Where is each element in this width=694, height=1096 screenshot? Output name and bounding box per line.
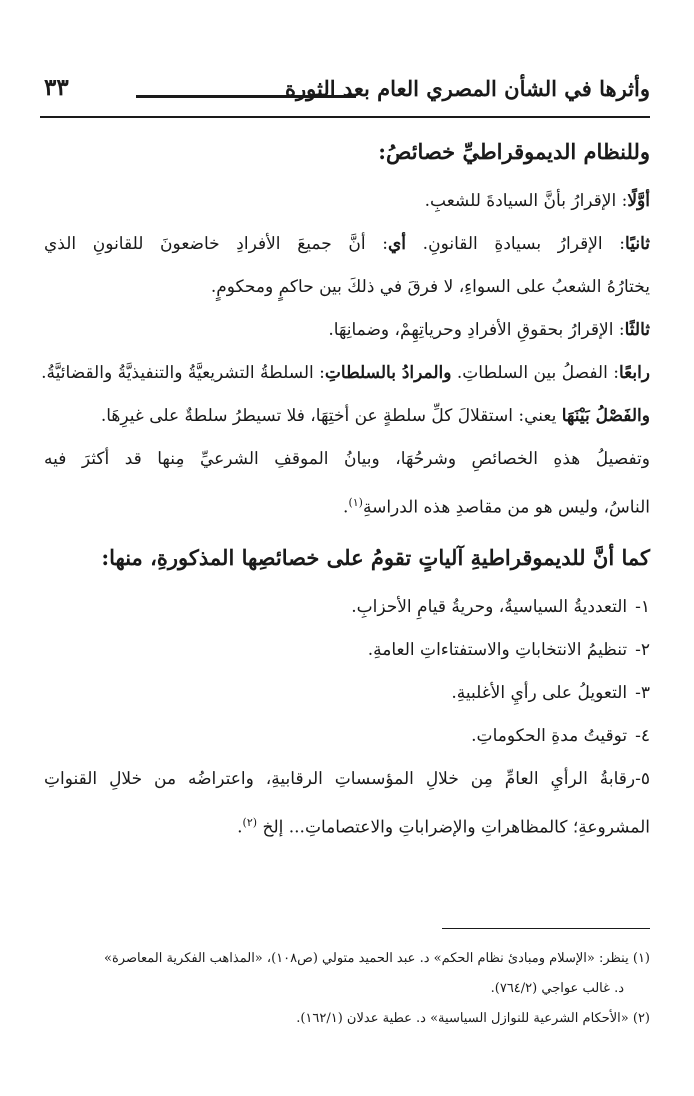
list-item-number: ٣-	[635, 682, 650, 703]
paragraph-sixth-continued	[44, 481, 650, 530]
paragraph-lead: أوَّلًا	[627, 191, 650, 211]
list-item-text: التعويلُ على رأيِ الأغلبيةِ.	[451, 682, 628, 703]
paragraph-fourth	[41, 352, 650, 395]
footnote-ref-2[interactable]: (٢)	[242, 815, 258, 829]
paragraph-text: الناسُ، وليس هو من مقاصدِ هذه الدراسةِ	[362, 497, 650, 518]
footnote-1-continued: د. غالب عواجي (٧٦٤/٢).	[490, 981, 624, 996]
page-number: ٣٣	[44, 74, 69, 101]
section-heading: وللنظام الديموقراطيِّ خصائصُ:	[378, 139, 650, 164]
paragraph-first	[44, 180, 650, 223]
list-item-number: ١-	[635, 596, 650, 617]
list-item-text: تنظيمُ الانتخاباتِ والاستفتاءاتِ العامةِ.	[367, 639, 628, 660]
footnote-1: (١) ينظر: «الإسلام ومبادئ نظام الحكم» د. عبد الحميد متولي (ص١٠٨)، «المذاهب الفكرية المعاصرة»	[104, 951, 650, 966]
paragraph-text-secondary: : أنَّ جميعَ الأفرادِ خاضعونَ للقانونِ الذي	[44, 234, 388, 254]
footnote-2: (٢) «الأحكام الشرعية للنوازل السياسية» د. عطية عدلان (١٦٢/١).	[296, 1011, 650, 1026]
list-item-5-continued	[44, 801, 650, 850]
paragraph-lead-secondary: أي	[387, 234, 407, 254]
header-dash	[136, 95, 356, 98]
list-item-2	[44, 629, 650, 672]
list-item-3	[44, 672, 650, 715]
list-item-5	[44, 758, 650, 801]
list-item-4	[44, 715, 650, 758]
header-rule	[40, 116, 650, 118]
paragraph-text-secondary: : السلطةُ التشريعيَّةُ والتنفيذيَّةُ والقضائيَّةُ.	[41, 363, 325, 383]
paragraph-second	[44, 223, 650, 266]
paragraph-fifth	[44, 395, 650, 438]
paragraph-text: : الإقرارُ بحقوقِ الأفرادِ وحرياتِهِمْ، وضمانِهَا.	[328, 320, 625, 340]
paragraph-lead: ثانيًا	[625, 234, 650, 254]
list-item-text: رقابةُ الرأيِ العامِّ مِن خلالِ المؤسساتِ الرقابيةِ، واعتراضُه من خلالِ القنواتِ	[44, 768, 636, 789]
list-item-text: التعدديةُ السياسيةُ، وحريةُ قيامِ الأحزابِ.	[351, 596, 628, 617]
paragraph-sixth: وتفصيلُ هذهِ الخصائصِ وشرحُهَا، وبيانُ الموقفِ الشرعيِّ مِنها قد أكثرَ فيه	[44, 449, 650, 469]
paragraph-third	[44, 309, 650, 352]
list-item-end: .	[237, 817, 243, 838]
paragraph-second-continued: يختارُهُ الشعبُ على السواءِ، لا فرقَ في ذلكَ بين حاكمٍ ومحكومٍ.	[210, 277, 650, 297]
header-title: وأثرها في الشأن المصري العام بعد الثورة	[284, 76, 650, 101]
paragraph-text: يعني: استقلالَ كلِّ سلطةٍ عن أختِهَا، فلا تسيطرُ سلطةٌ على غيرِهَا.	[100, 406, 562, 426]
paragraph-lead: والفَصْلُ بَيْنَهَا	[561, 406, 650, 426]
paragraph-end: .	[343, 497, 349, 518]
footnotes	[44, 944, 650, 1034]
section-heading-secondary: كما أنَّ للديموقراطيةِ آلياتٍ تقومُ على خصائصِها المذكورةِ، منها:	[101, 544, 650, 570]
list-item-number: ٢-	[635, 639, 650, 660]
paragraph-text: : الفصلُ بين السلطاتِ.	[451, 363, 619, 383]
list-item-number: ٥-	[635, 768, 650, 789]
paragraph-lead-secondary: والمرادُ بالسلطاتِ	[324, 363, 452, 383]
paragraph-text: : الإقرارُ بأنَّ السيادةَ للشعبِ.	[424, 191, 628, 211]
paragraph-text: : الإقرارُ بسيادةِ القانونِ.	[406, 234, 626, 254]
footnote-separator	[442, 928, 650, 929]
paragraph-lead: ثالثًا	[624, 320, 650, 340]
mechanisms-list	[44, 586, 650, 758]
list-item-1	[44, 586, 650, 629]
list-item-text: توقيتُ مدةِ الحكوماتِ.	[471, 725, 628, 746]
paragraph-lead: رابعًا	[618, 363, 650, 383]
list-item-text: المشروعةِ؛ كالمظاهراتِ والإضراباتِ والاعتصاماتِ... إلخ	[262, 817, 650, 838]
main-text	[41, 130, 650, 849]
footnote-ref-1[interactable]: (١)	[348, 496, 363, 509]
running-header	[44, 72, 650, 108]
list-item-number: ٤-	[635, 725, 650, 746]
